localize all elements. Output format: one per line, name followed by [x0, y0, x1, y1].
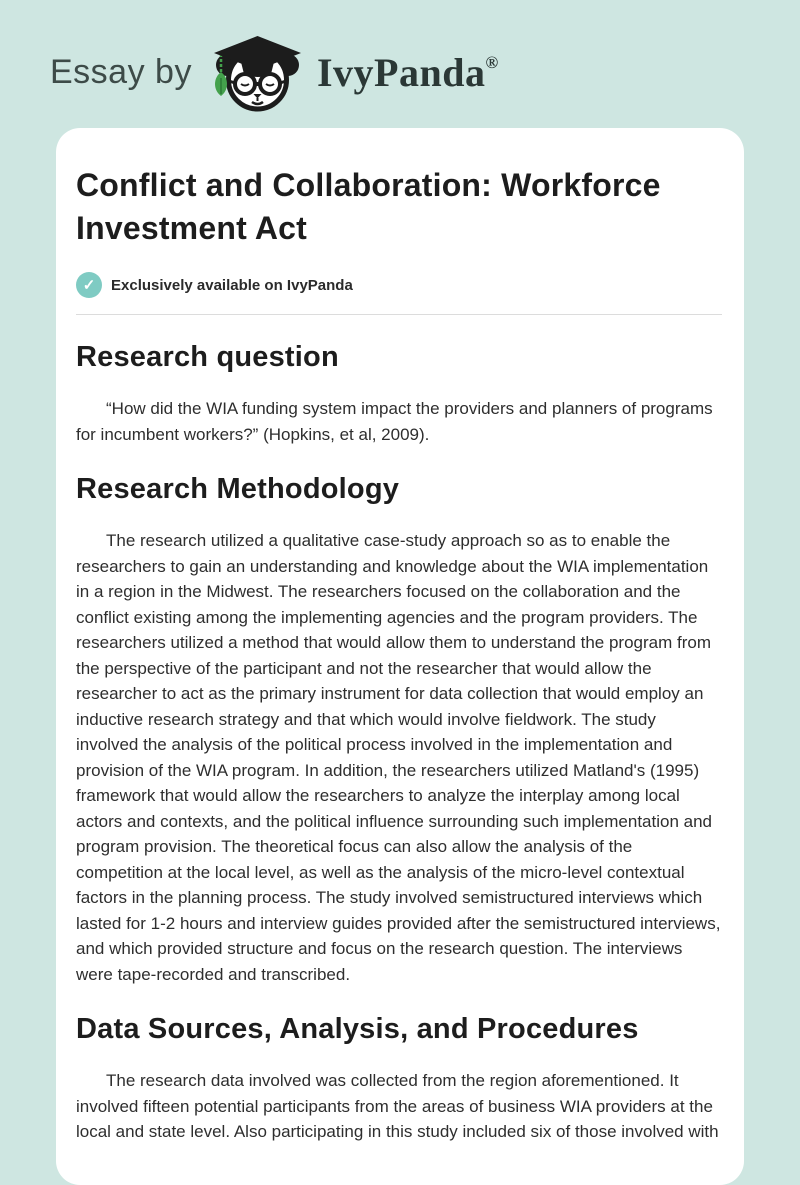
section-heading-research-question: Research question	[76, 341, 339, 373]
check-icon: ✓	[76, 272, 102, 298]
registered-trademark-symbol: ®	[485, 52, 499, 72]
essay-title: Conflict and Collaboration: Workforce Investment Act	[76, 167, 661, 246]
divider	[76, 314, 722, 315]
research-methodology-paragraph: The research utilized a qualitative case-study approach so as to enable the researchers to gain an understanding and knowledge about the WIA implementation in a region in the Midwest. The researchers focused on the collaboration and the conflict existing among the implementing agencies and the program providers. The researchers utilized a method that would allow them to understand the program from the perspective of the participant and not the researcher that would allow the researcher to act as the primary instrument for data collection that would employ an inductive research strategy and that which would involve fieldwork. The study involved the analysis of the political process involved in the implementation and provision of the WIA program. In addition, the researchers utilized Matland's (1995) framework that would allow the researchers to analyze the interplay among local actors and contexts, and the political influence surrounding such implementation and program provision. The theoretical focus can also allow the analysis of the competition at the local level, as well as the analysis of the micro-level contextual factors in the planning process. The study involved semistructured interviews which lasted for 1-2 hours and interview guides provided after the semistructured interviews, and which provided structure and focus on the research question. The interviews were tape-recorded and transcribed.	[76, 531, 721, 984]
essay-by-label: Essay by	[50, 52, 192, 91]
section-heading-research-methodology: Research Methodology	[76, 473, 400, 505]
research-question-paragraph: “How did the WIA funding system impact the providers and planners of programs for incumbent workers?” (Hopkins, et al, 2009).	[76, 399, 713, 444]
header	[0, 0, 800, 114]
essay-card	[56, 128, 744, 1185]
section-heading-data-sources: Data Sources, Analysis, and Procedures	[76, 1013, 639, 1045]
availability-label: Exclusively available on IvyPanda	[111, 276, 353, 294]
availability-badge	[76, 272, 722, 298]
brand-text: IvyPanda	[316, 49, 486, 95]
ivypanda-logo-icon	[210, 32, 305, 117]
brand-name	[317, 49, 499, 96]
data-sources-paragraph: The research data involved was collected from the region aforementioned. It involved fifteen potential participants from the areas of business WIA providers at the local and state level. Also participating in this study included six of those involved with	[76, 1071, 719, 1141]
